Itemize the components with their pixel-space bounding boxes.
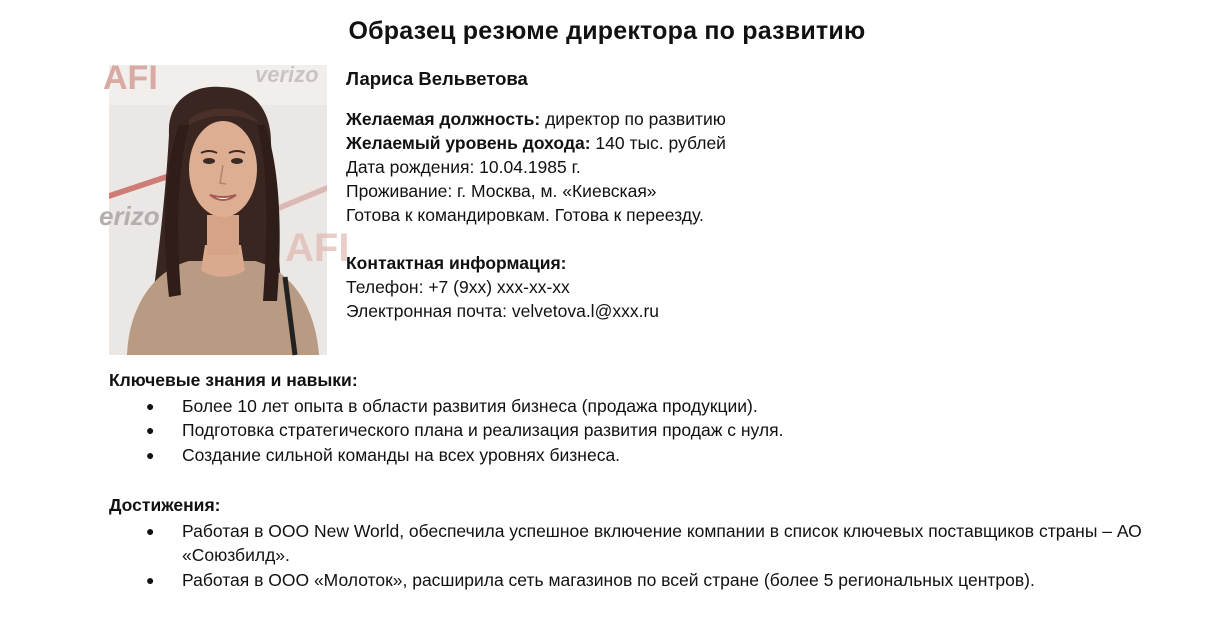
candidate-name: Лариса Вельветова	[346, 68, 528, 89]
bullet-icon: ●	[146, 422, 155, 438]
backdrop-text-right: verizo	[255, 62, 319, 87]
desired-position	[346, 107, 726, 131]
email: Электронная почта: velvetova.l@xxx.ru	[346, 301, 660, 321]
backdrop-text-mid: erizo	[99, 201, 160, 231]
list-item: ● Более 10 лет опыта в области развития бизнеса (продажа продукции).	[109, 394, 783, 419]
bullet-icon: ●	[146, 446, 155, 463]
list-item: ● Работая в ООО New World, обеспечила успешное включение компании в список ключевых поставщиков страны – АО «Союзбилд».	[146, 520, 1142, 565]
bullet-icon: ●	[146, 522, 155, 539]
contacts-title: Контактная информация:	[346, 253, 567, 273]
personal-info	[346, 67, 726, 323]
bullet-icon: ●	[146, 571, 155, 588]
svg-text:AFI: AFI	[285, 226, 350, 270]
achievements-title: Достижения:	[109, 495, 221, 515]
skills-title: Ключевые знания и навыки:	[109, 370, 358, 390]
achievements-section	[109, 493, 1182, 592]
skills-section	[109, 368, 783, 467]
residence: Проживание: г. Москва, м. «Киевская»	[346, 181, 657, 201]
desired-position-label: Желаемая должность:	[346, 109, 541, 129]
desired-income-label: Желаемый уровень дохода:	[346, 133, 591, 153]
achievements-list	[109, 519, 1182, 593]
desired-income-value: 140 тыс. рублей	[590, 133, 726, 153]
portrait-photo	[99, 59, 350, 355]
desired-income	[346, 131, 726, 155]
backdrop-text-left: AFI	[103, 59, 158, 97]
travel-readiness: Готова к командировкам. Готова к переезду.	[346, 205, 704, 225]
bullet-icon: ●	[146, 397, 155, 414]
skills-list	[109, 394, 783, 468]
desired-position-value: директор по развитию	[540, 109, 726, 129]
list-item: ● Создание сильной команды на всех уровнях бизнеса.	[109, 443, 783, 468]
birth-date: Дата рождения: 10.04.1985 г.	[346, 157, 581, 177]
list-item: ● Работая в ООО «Молоток», расширила сеть магазинов по всей стране (более 5 региональных центров).	[109, 568, 1182, 593]
phone: Телефон: +7 (9хх) ххх-хх-хх	[346, 277, 570, 297]
list-item: ● Подготовка стратегического плана и реализация развития продаж с нуля.	[109, 418, 783, 443]
page-title: Образец резюме директора по развитию	[348, 17, 866, 45]
